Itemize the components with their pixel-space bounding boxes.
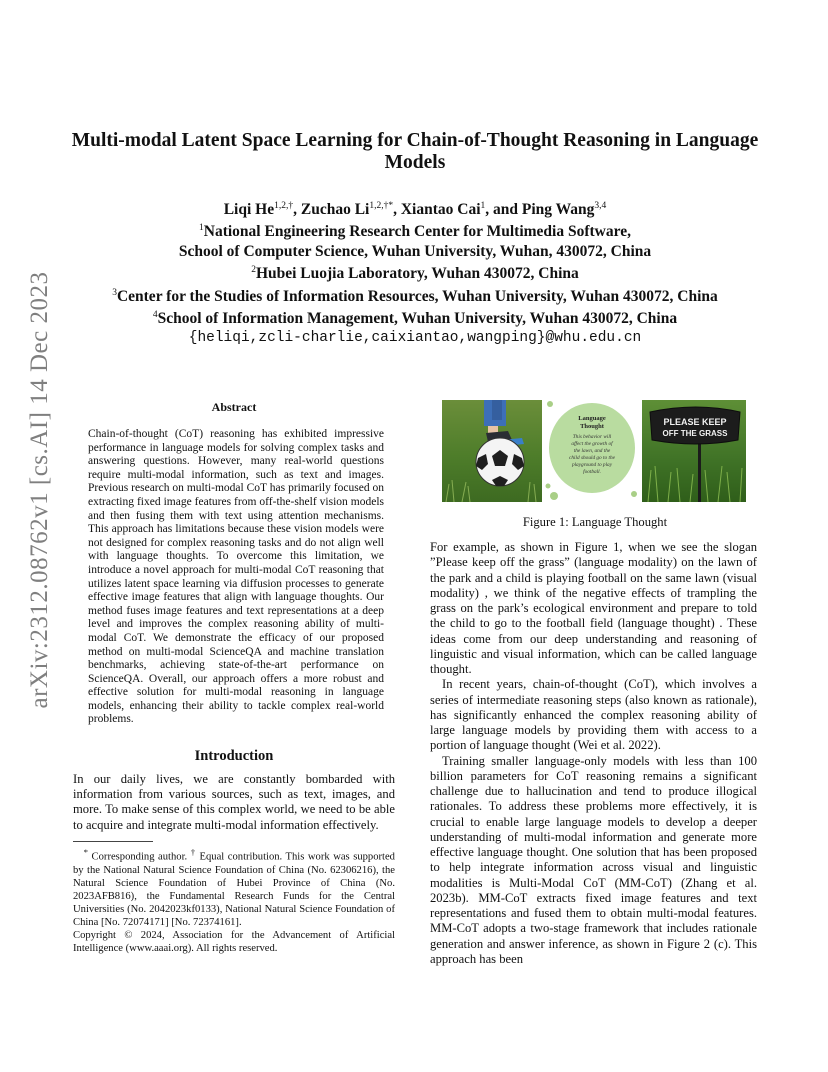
affiliation: School of Computer Science, Wuhan University, Wuhan, 430072, China: [178, 242, 652, 260]
author-email: {heliqi,zcli-charlie,caixiantao,wangping}@whu.edu.cn: [188, 329, 642, 346]
author-block: [70, 197, 760, 348]
introduction-text: In our daily lives, we are constantly bombarded with information from various sources, such as text, images, and more. To make sense of this complex world, we need to be able to acquire and integrate multi-modal information effectively.: [73, 772, 395, 832]
abstract-text: Chain-of-thought (CoT) reasoning has exhibited impressive performance in language models for solving complex tasks and answering questions. However, many real-world questions require multi-modal information, such as text and images. Previous research on multi-modal CoT has primarily focused on extracting fixed image features from off-the-shelf vision models and then fusing them with text using attention mechanisms. This approach has limitations because these vision models were not designed for complex reasoning tasks and do not align well with language thoughts. To overcome this limitation, we introduce a novel approach for multi-modal CoT reasoning that utilizes latent space learning via diffusion processes to generate effective image features that align with language thoughts. Our method fuses image features and text representations at a deep level and improves the complex reasoning ability of multi-modal CoT. We demonstrate the efficacy of our proposed method on multi-modal ScienceQA and machine translation benchmarks, achieving state-of-the-art performance on ScienceQA. Overall, our approach offers a more robust and effective solution for multi-modal reasoning in language models, enhancing their ability to tackle complex real-world problems.: [88, 428, 384, 726]
figure-caption: Figure 1: Language Thought: [522, 515, 668, 529]
bubble-line: football.: [583, 469, 601, 475]
keep-off-grass-sign-photo: [642, 400, 746, 502]
thought-bubble-area: [542, 400, 642, 502]
figure-language-thought: [442, 400, 746, 502]
bubble-line: the lawn, and the: [573, 448, 611, 454]
sign-line-2: OFF THE GRASS: [662, 429, 728, 438]
paragraph: In recent years, chain-of-thought (CoT), which involves a series of intermediate reasoning steps (also known as rationale), has significantly enhanced the complex reasoning ability of large language models by providing them with access to a portion of language thought (Wei et al. 2022).: [430, 677, 757, 753]
affiliation: $^3$Center for the Studies of Information Resources, Wuhan University, Wuhan 430072, China: [112, 287, 718, 305]
author-name: Liqi He: [223, 201, 275, 219]
author-mark: 3,4: [594, 201, 607, 211]
copyright-text: Copyright © 2024, Association for the Advancement of Artificial Intelligence (www.aaai.org). All rights reserved.: [73, 930, 395, 955]
football-photo: [442, 400, 542, 502]
author-mark: 1,2,†*: [369, 201, 394, 211]
author-mark: 1,2,†: [274, 201, 294, 211]
footnote-text: * Corresponding author. † Equal contribution. This work was supported by the National Natural Science Foundation of China (No. 62306216), the Natural Science Foundation of Hubei Province of China (No. 2023AFB816), the Fundamental Research Funds for the Central Universities (No. 2042023kf0133), National Natural Science Foundation of China [No. 72074171] [No. 72374161].: [73, 847, 395, 928]
affiliation: $^4$School of Information Management, Wuhan University, Wuhan 430072, China: [152, 310, 678, 328]
bubble-line: affect the growth of: [571, 441, 613, 447]
abstract-heading: Abstract: [211, 400, 257, 414]
arxiv-identifier-text: arXiv:2312.08762v1 [cs.AI] 14 Dec 2023: [26, 271, 53, 709]
introduction-heading: Introduction: [194, 748, 274, 764]
footnote-rule: [73, 841, 153, 842]
author-mark: 1: [480, 201, 486, 211]
affiliation: $^2$Hubei Luojia Laboratory, Wuhan 430072, China: [251, 265, 579, 283]
paragraph: For example, as shown in Figure 1, when we see the slogan ”Please keep off the grass” (language modality) on the lawn of the park and a child is playing football on the same lawn (visual modality) , we think of the negative effects of trampling the grass on the park’s ecological environment and prepare to told the child to go to the football field (language thought) . These ideas come from our deep understanding and reasoning of linguistic and visual information, which can be called language thought.: [430, 540, 757, 676]
paragraph: Training smaller language-only models with less than 100 billion parameters for CoT reasoning remains a significant challenge due to hallucination and tend to produce illogical rationales. To address these problems more effectively, it is crucial to enable large language models to develop a deeper understanding of multi-modal information and generate more effective language thought. One solution that has been proposed to help integrate information across visual and linguistic modalities is Multi-Modal CoT (MM-CoT) (Zhang et al. 2023b). MM-CoT extracts fixed image features and text representations and fused them to obtain multi-modal features. MM-CoT adopts a two-stage framework that includes rationale generation and answer inference, as shown in Figure 2 (c). This approach has been: [430, 753, 757, 966]
paper-title: Multi-modal Latent Space Learning for Chain-of-Thought Reasoning in Language Models: [71, 130, 759, 173]
bubble-line: child should go to the: [569, 455, 615, 461]
bubble-title-2: Thought: [580, 423, 604, 430]
affiliation: $^1$National Engineering Research Center for Multimedia Software,: [199, 223, 631, 241]
bubble-title-1: Language: [578, 415, 606, 422]
footnote: [73, 846, 395, 955]
author-name: Ping Wang: [521, 201, 595, 219]
arxiv-identifier: [20, 271, 60, 709]
bubble-line: playground to play: [571, 462, 613, 468]
right-column-text: [430, 540, 757, 967]
sign-line-1: PLEASE KEEP: [663, 417, 727, 427]
bubble-line: This behavior will: [572, 434, 612, 440]
author-name: Zuchao Li: [300, 201, 370, 219]
author-name: Xiantao Cai: [400, 201, 481, 219]
author-list: Liqi $He^{1,2,\dagger}$, Zuchao $Li^{1,2,\dagger*}$, Xiantao Cai$^1$, and Ping Wang$^{3,4}$: [223, 201, 607, 219]
